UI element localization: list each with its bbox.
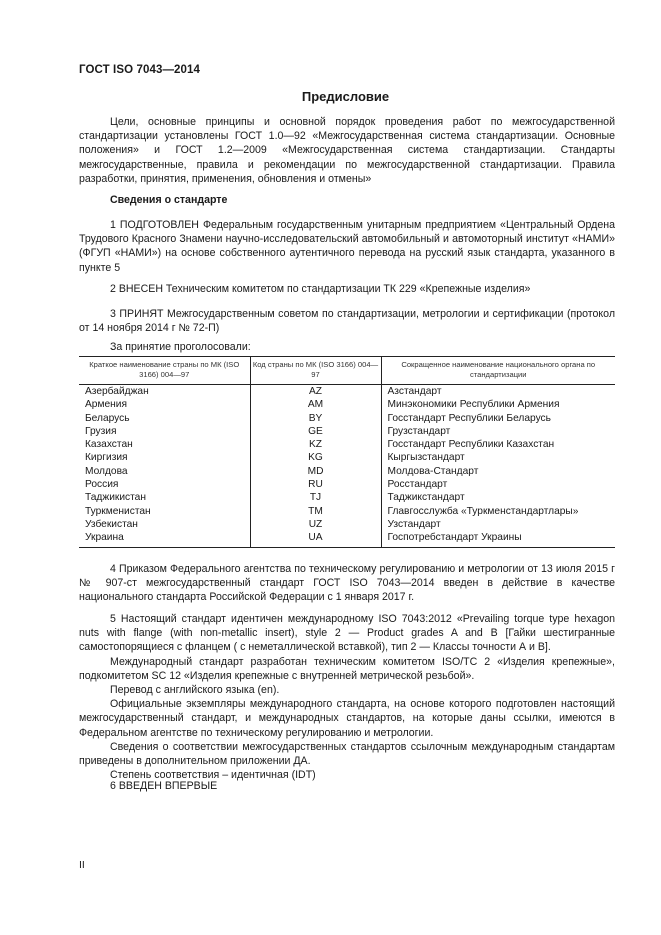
item-2-block bbox=[79, 282, 615, 296]
country-name: Россия bbox=[85, 479, 119, 491]
column-header-standards-body: Сокращенное наименование национального органа по стандартизации bbox=[381, 357, 615, 385]
voting-countries-table bbox=[79, 356, 615, 548]
country-name: Молдова bbox=[85, 465, 128, 477]
item-3-block bbox=[79, 307, 615, 335]
table-row bbox=[79, 438, 615, 451]
item-1-block bbox=[79, 218, 615, 275]
country-code: UA bbox=[250, 531, 381, 547]
item-3-paragraph: 3 ПРИНЯТ Межгосударственным советом по стандартизации, метрологии и сертификации (протокол от 14 ноября 2014 г № 72-П) bbox=[79, 308, 615, 335]
country-code: AZ bbox=[250, 385, 381, 399]
column-header-country-code: Код страны по МК (ISO 3166) 004—97 bbox=[250, 357, 381, 385]
standards-body: Госстандарт Республики Беларусь bbox=[381, 412, 615, 425]
country-code: MD bbox=[250, 465, 381, 478]
country-code: UZ bbox=[250, 518, 381, 531]
standards-body: Госпотребстандарт Украины bbox=[381, 531, 615, 547]
country-name: Узбекистан bbox=[85, 518, 138, 530]
country-code: BY bbox=[250, 412, 381, 425]
item-2-paragraph: 2 ВНЕСЕН Техническим комитетом по стандартизации ТК 229 «Крепежные изделия» bbox=[110, 283, 531, 295]
page-number: II bbox=[79, 859, 85, 871]
country-name: Киргизия bbox=[85, 452, 128, 464]
country-code: AM bbox=[250, 398, 381, 411]
standards-body: Госстандарт Республики Казахстан bbox=[381, 438, 615, 451]
standards-body: Минэкономики Республики Армения bbox=[381, 398, 615, 411]
intro-paragraph: Цели, основные принципы и основной порядок проведения работ по межгосударственной стандартизации установлены ГОСТ 1.0—92 «Межгосударственная система стандартизации. Основные положения» и ГОСТ 1.2—2009 «Межгосударственная система стандартизации. Стандарты межгосударственные, правила и рекомендации по межгосударственной стандартизации. Правила разработки, принятия, применения, обновления и отмены» bbox=[79, 116, 615, 185]
item-1-paragraph: 1 ПОДГОТОВЛЕН Федеральным государственным унитарным предприятием «Центральный Ордена Трудового Красного Знамени научно-исследовательский автомобильный и автомоторный институт «НАМИ» (ФГУП «НАМИ») на основе собственного аутентичного перевода на русский язык стандарта, указанного в пункте 5 bbox=[79, 219, 615, 274]
table-row bbox=[79, 398, 615, 411]
item-5-paragraph: 5 Настоящий стандарт идентичен международному ISO 7043:2012 «Prevailing torque type hexagon nuts with flange (with non-metallic insert), style 2 — Product grades A and B [Гайки шестигранные самостопорящиеся с фланцем ( с неметаллической вставкой), тип 2 — Классы точности А и В]. bbox=[79, 613, 615, 654]
voted-label: За принятие проголосовали: bbox=[110, 341, 251, 353]
table-row bbox=[79, 478, 615, 491]
item-5-translation-paragraph: Перевод с английского языка (en). bbox=[110, 684, 280, 697]
item-5-block bbox=[79, 612, 615, 782]
country-code: KG bbox=[250, 451, 381, 464]
standards-body: Узстандарт bbox=[381, 518, 615, 531]
country-name: Азербайджан bbox=[85, 386, 149, 397]
country-name: Казахстан bbox=[85, 439, 133, 451]
standards-body: Грузстандарт bbox=[381, 425, 615, 438]
table-row bbox=[79, 385, 615, 399]
table-header-row bbox=[79, 357, 615, 385]
country-name: Туркменистан bbox=[85, 505, 151, 517]
country-name: Грузия bbox=[85, 425, 117, 437]
document-number: ГОСТ ISO 7043—2014 bbox=[79, 64, 201, 76]
intro-block bbox=[79, 115, 615, 186]
item-5-committee-paragraph: Международный стандарт разработан техническим комитетом ISO/TC 2 «Изделия крепежные», подкомитетом SC 12 «Изделия крепежные с внутренней метрической резьбой». bbox=[79, 655, 615, 682]
item-4-paragraph: 4 Приказом Федерального агентства по техническому регулированию и метрологии от 13 июля 2015 г № 907-ст межгосударственный стандарт ГОСТ ISO 7043—2014 введен в действие в качестве национального стандарта Российской Федерации с 1 января 2017 г. bbox=[79, 563, 615, 604]
column-header-country-name: Краткое наименование страны по МК (ISO 3166) 004—97 bbox=[79, 357, 250, 385]
country-name: Таджикистан bbox=[85, 492, 146, 504]
table-row bbox=[79, 465, 615, 478]
country-name: Беларусь bbox=[85, 412, 130, 424]
standards-body: Кыргызстандарт bbox=[381, 451, 615, 464]
standards-body: Азстандарт bbox=[381, 385, 615, 399]
page-title: Предисловие bbox=[301, 89, 390, 104]
table-row bbox=[79, 451, 615, 464]
standards-body: Главгосслужба «Туркменстандартлары» bbox=[381, 505, 615, 518]
section-heading: Сведения о стандарте bbox=[110, 194, 228, 206]
item-5-degree-paragraph: Степень соответствия – идентичная (IDT) bbox=[110, 769, 316, 782]
item-6-block bbox=[79, 779, 615, 793]
standards-body: Росстандарт bbox=[381, 478, 615, 491]
standards-body: Молдова-Стандарт bbox=[381, 465, 615, 478]
country-name: Армения bbox=[85, 399, 127, 411]
country-code: TM bbox=[250, 505, 381, 518]
table-row bbox=[79, 518, 615, 531]
table-row bbox=[79, 531, 615, 547]
item-6-paragraph: 6 ВВЕДЕН ВПЕРВЫЕ bbox=[110, 780, 218, 792]
item-4-block bbox=[79, 562, 615, 605]
country-code: RU bbox=[250, 478, 381, 491]
item-5-correspondence-paragraph: Сведения о соответствии межгосударственных стандартов ссылочным международным стандартам приведены в дополнительном приложении ДА. bbox=[79, 740, 615, 768]
country-name: Украина bbox=[79, 531, 250, 547]
item-5-official-copies-paragraph: Официальные экземпляры международного стандарта, на основе которого подготовлен настоящий межгосударственный стандарт, и международных стандартов, на которые даны ссылки, имеются в Федеральном агентстве по техническому регулированию и метрологии. bbox=[79, 698, 615, 739]
table-row bbox=[79, 491, 615, 504]
standards-body: Таджикстандарт bbox=[381, 491, 615, 504]
table-row bbox=[79, 412, 615, 425]
country-code: GE bbox=[250, 425, 381, 438]
country-code: TJ bbox=[250, 491, 381, 504]
country-code: KZ bbox=[250, 438, 381, 451]
table-row bbox=[79, 425, 615, 438]
table-row bbox=[79, 505, 615, 518]
